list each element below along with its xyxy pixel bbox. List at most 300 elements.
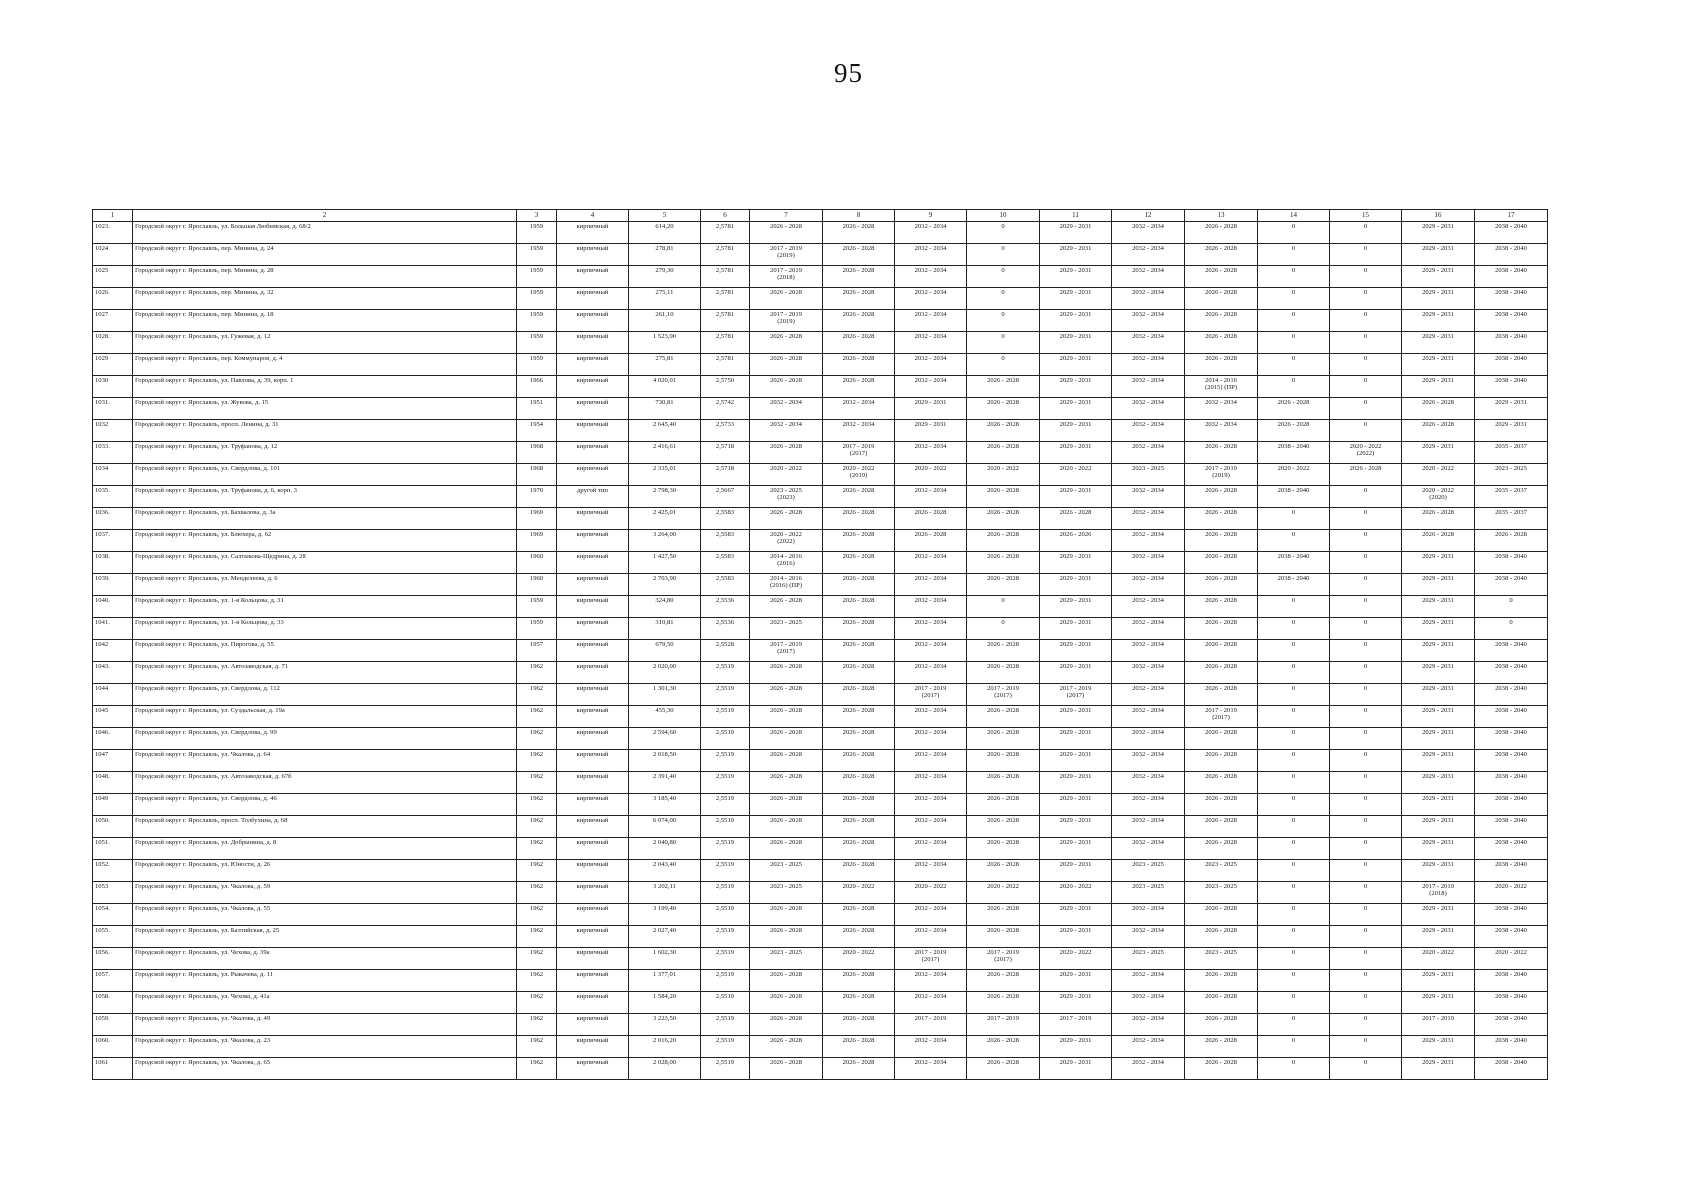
- cell-row-number: 1027: [93, 310, 133, 332]
- cell-coefficient: 2,5519: [701, 1014, 750, 1036]
- cell-period-col-16: 2029 - 2031: [1402, 772, 1475, 794]
- cell-period-col-15: 0: [1330, 794, 1402, 816]
- cell-area: 278,81: [629, 244, 701, 266]
- cell-period-col-12: 2032 - 2034: [1112, 398, 1185, 420]
- cell-year: 1951: [517, 398, 557, 420]
- cell-period-col-16: 2029 - 2031: [1402, 288, 1475, 310]
- table-row: [93, 860, 1548, 882]
- cell-area: 2 335,01: [629, 464, 701, 486]
- cell-period-col-9: 2032 - 2034: [895, 1036, 967, 1058]
- cell-period-col-7: 2032 - 2034: [750, 420, 823, 442]
- cell-period-col-8: 2026 - 2028: [823, 926, 895, 948]
- cell-period-col-11: 2029 - 2031: [1040, 332, 1112, 354]
- cell-period-col-10: 2026 - 2028: [967, 970, 1040, 992]
- cell-period-col-15: 0: [1330, 992, 1402, 1014]
- cell-period-col-12: 2032 - 2034: [1112, 662, 1185, 684]
- cell-period-col-12: 2032 - 2034: [1112, 1058, 1185, 1080]
- cell-wall-material: кирпичный: [557, 354, 629, 376]
- cell-period-col-16: 2017 - 2019: [1402, 1014, 1475, 1036]
- cell-period-col-9: 2020 - 2022: [895, 882, 967, 904]
- cell-period-col-12: 2032 - 2034: [1112, 728, 1185, 750]
- cell-period-col-7: 2023 - 2025 (2023): [750, 486, 823, 508]
- cell-period-col-13: 2026 - 2028: [1185, 970, 1258, 992]
- cell-period-col-16: 2029 - 2031: [1402, 1036, 1475, 1058]
- cell-wall-material: кирпичный: [557, 1014, 629, 1036]
- cell-period-col-17: 2035 - 2037: [1475, 486, 1548, 508]
- cell-row-number: 1036.: [93, 508, 133, 530]
- cell-wall-material: кирпичный: [557, 992, 629, 1014]
- cell-period-col-9: 2032 - 2034: [895, 310, 967, 332]
- table-row: [93, 354, 1548, 376]
- cell-period-col-17: 2038 - 2040: [1475, 860, 1548, 882]
- cell-area: 3 199,40: [629, 904, 701, 926]
- cell-coefficient: 2,5536: [701, 618, 750, 640]
- cell-period-col-9: 2032 - 2034: [895, 860, 967, 882]
- cell-row-number: 1030: [93, 376, 133, 398]
- table-row: [93, 728, 1548, 750]
- column-header: 14: [1258, 210, 1330, 222]
- cell-period-col-13: 2032 - 2034: [1185, 398, 1258, 420]
- cell-coefficient: 2,5519: [701, 772, 750, 794]
- cell-coefficient: 2,5519: [701, 706, 750, 728]
- cell-area: 2 391,40: [629, 772, 701, 794]
- cell-period-col-16: 2029 - 2031: [1402, 332, 1475, 354]
- cell-period-col-12: 2032 - 2034: [1112, 244, 1185, 266]
- cell-period-col-13: 2026 - 2028: [1185, 1014, 1258, 1036]
- table-row: [93, 244, 1548, 266]
- cell-period-col-9: 2032 - 2034: [895, 772, 967, 794]
- cell-period-col-13: 2017 - 2019 (2017): [1185, 706, 1258, 728]
- cell-period-col-12: 2032 - 2034: [1112, 486, 1185, 508]
- cell-coefficient: 2,5583: [701, 574, 750, 596]
- cell-year: 1959: [517, 618, 557, 640]
- cell-period-col-7: 2020 - 2022 (2022): [750, 530, 823, 552]
- cell-row-number: 1060.: [93, 1036, 133, 1058]
- cell-coefficient: 2,5519: [701, 948, 750, 970]
- cell-period-col-13: 2026 - 2028: [1185, 486, 1258, 508]
- cell-period-col-17: 2038 - 2040: [1475, 926, 1548, 948]
- cell-row-number: 1028.: [93, 332, 133, 354]
- cell-address: Городской округ г. Ярославль, просп. Ленина, д. 31: [133, 420, 517, 442]
- cell-period-col-13: 2026 - 2028: [1185, 508, 1258, 530]
- cell-period-col-8: 2026 - 2028: [823, 772, 895, 794]
- cell-period-col-9: 2032 - 2034: [895, 662, 967, 684]
- table-row: [93, 442, 1548, 464]
- cell-wall-material: кирпичный: [557, 904, 629, 926]
- cell-period-col-12: 2032 - 2034: [1112, 838, 1185, 860]
- column-header: 1: [93, 210, 133, 222]
- cell-period-col-15: 0: [1330, 1036, 1402, 1058]
- cell-period-col-11: 2029 - 2031: [1040, 288, 1112, 310]
- cell-period-col-17: 2038 - 2040: [1475, 992, 1548, 1014]
- cell-period-col-13: 2026 - 2028: [1185, 266, 1258, 288]
- schedule-table: [92, 209, 1548, 1080]
- cell-area: 2 425,01: [629, 508, 701, 530]
- cell-period-col-16: 2029 - 2031: [1402, 970, 1475, 992]
- cell-coefficient: 2,5583: [701, 552, 750, 574]
- cell-period-col-10: 2026 - 2028: [967, 728, 1040, 750]
- cell-area: 279,30: [629, 266, 701, 288]
- table-row: [93, 508, 1548, 530]
- cell-year: 1960: [517, 552, 557, 574]
- cell-period-col-16: 2026 - 2028: [1402, 420, 1475, 442]
- cell-year: 1968: [517, 464, 557, 486]
- cell-period-col-11: 2029 - 2031: [1040, 244, 1112, 266]
- cell-period-col-10: 2026 - 2028: [967, 486, 1040, 508]
- cell-period-col-11: 2026 - 2028: [1040, 508, 1112, 530]
- cell-period-col-16: 2029 - 2031: [1402, 618, 1475, 640]
- cell-year: 1962: [517, 838, 557, 860]
- cell-period-col-16: 2029 - 2031: [1402, 662, 1475, 684]
- cell-period-col-16: 2029 - 2031: [1402, 860, 1475, 882]
- cell-address: Городской округ г. Ярославль, ул. Блюхера, д. 62: [133, 530, 517, 552]
- column-header: 10: [967, 210, 1040, 222]
- cell-period-col-14: 0: [1258, 376, 1330, 398]
- cell-period-col-17: 2038 - 2040: [1475, 750, 1548, 772]
- cell-period-col-15: 0: [1330, 816, 1402, 838]
- cell-period-col-17: 2038 - 2040: [1475, 684, 1548, 706]
- cell-period-col-11: 2017 - 2019: [1040, 1014, 1112, 1036]
- cell-period-col-14: 0: [1258, 596, 1330, 618]
- cell-period-col-8: 2026 - 2028: [823, 618, 895, 640]
- cell-period-col-12: 2032 - 2034: [1112, 574, 1185, 596]
- cell-wall-material: кирпичный: [557, 288, 629, 310]
- table-row: [93, 464, 1548, 486]
- cell-period-col-15: 0: [1330, 310, 1402, 332]
- cell-period-col-8: 2026 - 2028: [823, 970, 895, 992]
- cell-area: 614,20: [629, 222, 701, 244]
- cell-area: 275,81: [629, 354, 701, 376]
- cell-period-col-17: 2038 - 2040: [1475, 376, 1548, 398]
- cell-period-col-10: 2026 - 2028: [967, 420, 1040, 442]
- cell-wall-material: кирпичный: [557, 530, 629, 552]
- cell-area: 2 027,40: [629, 926, 701, 948]
- cell-period-col-12: 2032 - 2034: [1112, 1014, 1185, 1036]
- cell-row-number: 1029: [93, 354, 133, 376]
- cell-period-col-16: 2029 - 2031: [1402, 310, 1475, 332]
- cell-period-col-17: 2020 - 2022: [1475, 948, 1548, 970]
- cell-wall-material: кирпичный: [557, 772, 629, 794]
- column-header: 16: [1402, 210, 1475, 222]
- cell-period-col-17: 2038 - 2040: [1475, 662, 1548, 684]
- cell-period-col-14: 0: [1258, 926, 1330, 948]
- cell-period-col-17: 2038 - 2040: [1475, 1014, 1548, 1036]
- cell-period-col-17: 2023 - 2025: [1475, 464, 1548, 486]
- cell-period-col-8: 2026 - 2028: [823, 574, 895, 596]
- cell-period-col-9: 2032 - 2034: [895, 596, 967, 618]
- cell-row-number: 1055.: [93, 926, 133, 948]
- cell-year: 1962: [517, 926, 557, 948]
- cell-coefficient: 2,5781: [701, 354, 750, 376]
- cell-address: Городской округ г. Ярославль, пер. Минина, д. 32: [133, 288, 517, 310]
- cell-period-col-13: 2026 - 2028: [1185, 640, 1258, 662]
- cell-period-col-17: 2038 - 2040: [1475, 728, 1548, 750]
- cell-period-col-17: 2038 - 2040: [1475, 574, 1548, 596]
- cell-period-col-17: 2038 - 2040: [1475, 838, 1548, 860]
- cell-period-col-9: 2032 - 2034: [895, 926, 967, 948]
- cell-period-col-9: 2029 - 2031: [895, 398, 967, 420]
- cell-period-col-16: 2029 - 2031: [1402, 244, 1475, 266]
- cell-period-col-11: 2017 - 2019 (2017): [1040, 684, 1112, 706]
- cell-period-col-17: 2038 - 2040: [1475, 354, 1548, 376]
- cell-area: 2 594,60: [629, 728, 701, 750]
- cell-area: 2 416,61: [629, 442, 701, 464]
- cell-period-col-13: 2026 - 2028: [1185, 794, 1258, 816]
- cell-period-col-7: 2026 - 2028: [750, 1058, 823, 1080]
- cell-area: 2 016,20: [629, 1036, 701, 1058]
- cell-wall-material: кирпичный: [557, 838, 629, 860]
- cell-period-col-15: 2026 - 2028: [1330, 464, 1402, 486]
- cell-address: Городской округ г. Ярославль, ул. Пирогова, д. 55: [133, 640, 517, 662]
- cell-period-col-15: 0: [1330, 662, 1402, 684]
- cell-period-col-15: 0: [1330, 222, 1402, 244]
- cell-period-col-14: 0: [1258, 750, 1330, 772]
- cell-year: 1970: [517, 486, 557, 508]
- cell-period-col-12: 2032 - 2034: [1112, 530, 1185, 552]
- cell-coefficient: 2,5750: [701, 376, 750, 398]
- cell-period-col-11: 2029 - 2031: [1040, 1036, 1112, 1058]
- cell-period-col-10: 2026 - 2028: [967, 640, 1040, 662]
- cell-period-col-9: 2032 - 2034: [895, 728, 967, 750]
- column-header: 17: [1475, 210, 1548, 222]
- cell-period-col-9: 2032 - 2034: [895, 816, 967, 838]
- cell-address: Городской округ г. Ярославль, ул. Чкалова, д. 23: [133, 1036, 517, 1058]
- cell-period-col-14: 0: [1258, 662, 1330, 684]
- cell-coefficient: 2,5519: [701, 816, 750, 838]
- cell-address: Городской округ г. Ярославль, ул. 1-я Кольцова, д. 31: [133, 596, 517, 618]
- cell-period-col-12: 2023 - 2025: [1112, 860, 1185, 882]
- cell-wall-material: кирпичный: [557, 464, 629, 486]
- table-body: [93, 222, 1548, 1080]
- cell-period-col-13: 2026 - 2028: [1185, 574, 1258, 596]
- cell-period-col-12: 2032 - 2034: [1112, 442, 1185, 464]
- cell-period-col-14: 0: [1258, 288, 1330, 310]
- cell-year: 1962: [517, 816, 557, 838]
- column-header: 8: [823, 210, 895, 222]
- cell-period-col-9: 2032 - 2034: [895, 442, 967, 464]
- cell-address: Городской округ г. Ярославль, ул. Чехова, д. 41а: [133, 992, 517, 1014]
- cell-period-col-13: 2026 - 2028: [1185, 992, 1258, 1014]
- cell-period-col-11: 2029 - 2031: [1040, 728, 1112, 750]
- cell-period-col-17: 2038 - 2040: [1475, 640, 1548, 662]
- cell-period-col-10: 2026 - 2028: [967, 838, 1040, 860]
- cell-year: 1959: [517, 332, 557, 354]
- cell-area: 2 020,00: [629, 662, 701, 684]
- cell-period-col-12: 2023 - 2025: [1112, 948, 1185, 970]
- cell-area: 3 202,11: [629, 882, 701, 904]
- cell-coefficient: 2,5583: [701, 508, 750, 530]
- cell-year: 1966: [517, 376, 557, 398]
- cell-period-col-10: 2017 - 2019 (2017): [967, 684, 1040, 706]
- cell-period-col-15: 0: [1330, 640, 1402, 662]
- cell-period-col-7: 2026 - 2028: [750, 750, 823, 772]
- cell-period-col-12: 2032 - 2034: [1112, 618, 1185, 640]
- cell-period-col-7: 2023 - 2025: [750, 948, 823, 970]
- cell-period-col-13: 2026 - 2028: [1185, 618, 1258, 640]
- table-row: [93, 618, 1548, 640]
- cell-period-col-14: 0: [1258, 222, 1330, 244]
- cell-period-col-13: 2023 - 2025: [1185, 948, 1258, 970]
- cell-row-number: 1031.: [93, 398, 133, 420]
- cell-wall-material: кирпичный: [557, 244, 629, 266]
- cell-period-col-15: 0: [1330, 288, 1402, 310]
- cell-period-col-11: 2029 - 2031: [1040, 838, 1112, 860]
- cell-period-col-14: 0: [1258, 970, 1330, 992]
- cell-period-col-8: 2026 - 2028: [823, 860, 895, 882]
- cell-period-col-8: 2026 - 2028: [823, 266, 895, 288]
- cell-period-col-13: 2026 - 2028: [1185, 552, 1258, 574]
- cell-wall-material: кирпичный: [557, 728, 629, 750]
- cell-period-col-11: 2029 - 2031: [1040, 970, 1112, 992]
- cell-period-col-17: 2038 - 2040: [1475, 970, 1548, 992]
- cell-period-col-13: 2017 - 2019 (2019): [1185, 464, 1258, 486]
- cell-period-col-12: 2032 - 2034: [1112, 354, 1185, 376]
- cell-period-col-15: 0: [1330, 486, 1402, 508]
- cell-wall-material: кирпичный: [557, 794, 629, 816]
- cell-period-col-17: 2038 - 2040: [1475, 310, 1548, 332]
- cell-wall-material: кирпичный: [557, 266, 629, 288]
- cell-wall-material: кирпичный: [557, 574, 629, 596]
- cell-wall-material: кирпичный: [557, 948, 629, 970]
- column-header: 12: [1112, 210, 1185, 222]
- cell-row-number: 1043.: [93, 662, 133, 684]
- cell-row-number: 1054.: [93, 904, 133, 926]
- cell-period-col-16: 2026 - 2028: [1402, 398, 1475, 420]
- cell-year: 1959: [517, 310, 557, 332]
- cell-wall-material: кирпичный: [557, 596, 629, 618]
- cell-period-col-10: 2026 - 2028: [967, 750, 1040, 772]
- cell-period-col-13: 2026 - 2028: [1185, 530, 1258, 552]
- cell-address: Городской округ г. Ярославль, пер. Коммунаров, д. 4: [133, 354, 517, 376]
- cell-period-col-8: 2026 - 2028: [823, 310, 895, 332]
- cell-coefficient: 2,5781: [701, 244, 750, 266]
- cell-year: 1959: [517, 244, 557, 266]
- cell-coefficient: 2,5519: [701, 728, 750, 750]
- cell-area: 275,11: [629, 288, 701, 310]
- table-row: [93, 552, 1548, 574]
- cell-period-col-16: 2029 - 2031: [1402, 904, 1475, 926]
- table-row: [93, 1014, 1548, 1036]
- cell-row-number: 1044: [93, 684, 133, 706]
- cell-period-col-11: 2029 - 2031: [1040, 398, 1112, 420]
- cell-address: Городской округ г. Ярославль, ул. Чкалова, д. 65: [133, 1058, 517, 1080]
- cell-period-col-17: 2038 - 2040: [1475, 1036, 1548, 1058]
- cell-period-col-15: 0: [1330, 398, 1402, 420]
- cell-period-col-7: 2014 - 2016 (2016) (ПР): [750, 574, 823, 596]
- cell-wall-material: кирпичный: [557, 398, 629, 420]
- cell-coefficient: 2,5519: [701, 684, 750, 706]
- cell-period-col-8: 2026 - 2028: [823, 486, 895, 508]
- cell-period-col-8: 2026 - 2028: [823, 750, 895, 772]
- cell-row-number: 1032: [93, 420, 133, 442]
- cell-period-col-14: 0: [1258, 1036, 1330, 1058]
- cell-row-number: 1041.: [93, 618, 133, 640]
- cell-period-col-15: 0: [1330, 838, 1402, 860]
- cell-row-number: 1051.: [93, 838, 133, 860]
- cell-period-col-8: 2026 - 2028: [823, 244, 895, 266]
- cell-coefficient: 2,5718: [701, 464, 750, 486]
- cell-row-number: 1047: [93, 750, 133, 772]
- cell-year: 1962: [517, 948, 557, 970]
- cell-period-col-14: 0: [1258, 882, 1330, 904]
- cell-period-col-7: 2026 - 2028: [750, 508, 823, 530]
- cell-period-col-8: 2026 - 2028: [823, 288, 895, 310]
- cell-period-col-14: 0: [1258, 354, 1330, 376]
- cell-coefficient: 2,5781: [701, 266, 750, 288]
- cell-period-col-12: 2032 - 2034: [1112, 420, 1185, 442]
- cell-coefficient: 2,5528: [701, 640, 750, 662]
- cell-period-col-8: 2026 - 2028: [823, 222, 895, 244]
- cell-period-col-16: 2029 - 2031: [1402, 574, 1475, 596]
- cell-period-col-16: 2029 - 2031: [1402, 596, 1475, 618]
- table-row: [93, 684, 1548, 706]
- cell-period-col-9: 2032 - 2034: [895, 904, 967, 926]
- cell-area: 3 223,50: [629, 1014, 701, 1036]
- cell-period-col-8: 2026 - 2028: [823, 904, 895, 926]
- cell-period-col-10: 2026 - 2028: [967, 860, 1040, 882]
- cell-row-number: 1035.: [93, 486, 133, 508]
- cell-period-col-17: 2035 - 2037: [1475, 442, 1548, 464]
- cell-address: Городской округ г. Ярославль, ул. Жукова, д. 15: [133, 398, 517, 420]
- cell-row-number: 1046.: [93, 728, 133, 750]
- cell-period-col-13: 2026 - 2028: [1185, 244, 1258, 266]
- cell-period-col-11: 2029 - 2031: [1040, 354, 1112, 376]
- cell-period-col-15: 0: [1330, 552, 1402, 574]
- cell-period-col-15: 2020 - 2022 (2022): [1330, 442, 1402, 464]
- cell-period-col-8: 2026 - 2028: [823, 1014, 895, 1036]
- cell-period-col-10: 2026 - 2028: [967, 1036, 1040, 1058]
- cell-period-col-15: 0: [1330, 376, 1402, 398]
- cell-period-col-12: 2032 - 2034: [1112, 684, 1185, 706]
- cell-period-col-14: 0: [1258, 992, 1330, 1014]
- cell-period-col-7: 2026 - 2028: [750, 288, 823, 310]
- cell-period-col-13: 2026 - 2028: [1185, 1036, 1258, 1058]
- cell-address: Городской округ г. Ярославль, ул. Свердлова, д. 99: [133, 728, 517, 750]
- cell-period-col-17: 2026 - 2028: [1475, 530, 1548, 552]
- cell-period-col-14: 0: [1258, 728, 1330, 750]
- cell-address: Городской округ г. Ярославль, ул. Чкалова, д. 59: [133, 882, 517, 904]
- cell-period-col-16: 2029 - 2031: [1402, 794, 1475, 816]
- table-row: [93, 398, 1548, 420]
- cell-year: 1962: [517, 728, 557, 750]
- cell-period-col-11: 2029 - 2031: [1040, 860, 1112, 882]
- cell-wall-material: другой тип: [557, 486, 629, 508]
- cell-period-col-11: 2029 - 2031: [1040, 574, 1112, 596]
- cell-year: 1962: [517, 706, 557, 728]
- cell-period-col-17: 2038 - 2040: [1475, 552, 1548, 574]
- cell-period-col-9: 2032 - 2034: [895, 794, 967, 816]
- cell-period-col-15: 0: [1330, 684, 1402, 706]
- cell-period-col-10: 0: [967, 332, 1040, 354]
- cell-row-number: 1042: [93, 640, 133, 662]
- cell-period-col-17: 2038 - 2040: [1475, 904, 1548, 926]
- cell-row-number: 1038.: [93, 552, 133, 574]
- table-row: [93, 288, 1548, 310]
- cell-row-number: 1023.: [93, 222, 133, 244]
- cell-period-col-9: 2026 - 2028: [895, 508, 967, 530]
- cell-period-col-12: 2023 - 2025: [1112, 464, 1185, 486]
- cell-year: 1959: [517, 596, 557, 618]
- cell-row-number: 1045: [93, 706, 133, 728]
- cell-period-col-10: 0: [967, 310, 1040, 332]
- table-row: [93, 486, 1548, 508]
- column-header: 11: [1040, 210, 1112, 222]
- cell-wall-material: кирпичный: [557, 222, 629, 244]
- cell-period-col-7: 2017 - 2019 (2019): [750, 244, 823, 266]
- document-table-container: [92, 209, 1548, 1080]
- cell-period-col-8: 2026 - 2028: [823, 992, 895, 1014]
- cell-period-col-16: 2029 - 2031: [1402, 1058, 1475, 1080]
